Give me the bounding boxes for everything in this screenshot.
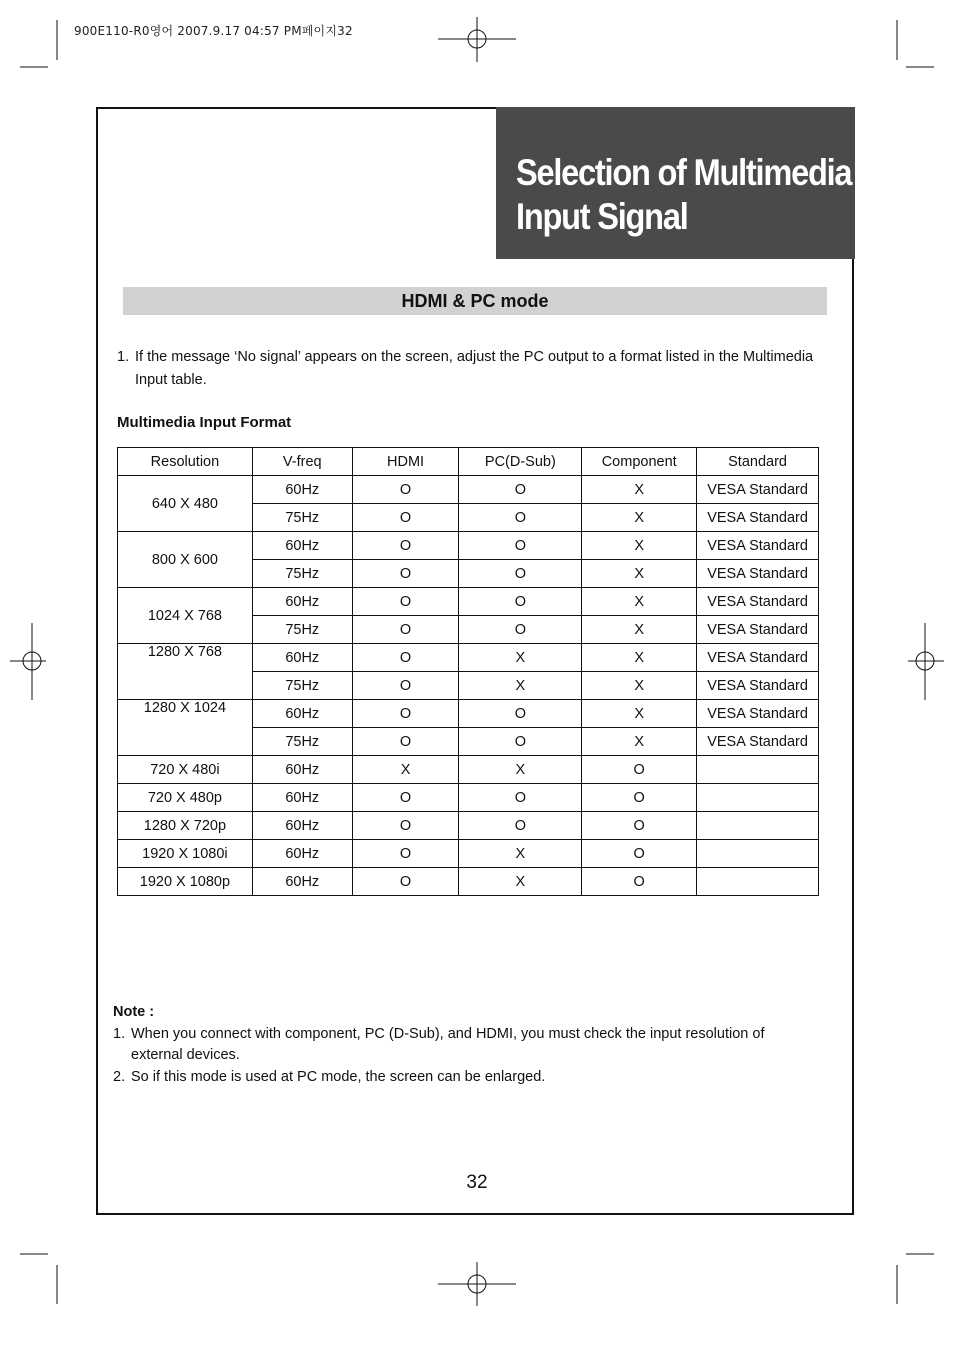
cell-hdmi: O bbox=[352, 840, 459, 868]
cell-vfreq: 60Hz bbox=[252, 532, 352, 560]
table-row bbox=[118, 476, 819, 504]
cell-hdmi: O bbox=[352, 728, 459, 756]
cell-pc-dsub: O bbox=[459, 784, 582, 812]
print-slug: 900E110-R0영어 2007.9.17 04:57 PM페이지32 bbox=[74, 24, 353, 38]
cell-resolution: 1920 X 1080p bbox=[118, 868, 253, 896]
cell-resolution: 1280 X 720p bbox=[118, 812, 253, 840]
cell-pc-dsub: X bbox=[459, 840, 582, 868]
cell-resolution: 1024 X 768 bbox=[118, 588, 253, 644]
cell-pc-dsub: O bbox=[459, 700, 582, 728]
cell-standard: VESA Standard bbox=[697, 504, 819, 532]
cell-standard bbox=[697, 868, 819, 896]
table-header-row bbox=[118, 448, 819, 476]
cell-vfreq: 60Hz bbox=[252, 840, 352, 868]
cell-hdmi: O bbox=[352, 532, 459, 560]
cell-pc-dsub: O bbox=[459, 532, 582, 560]
cell-component: X bbox=[582, 700, 697, 728]
cell-standard bbox=[697, 840, 819, 868]
cell-component: X bbox=[582, 588, 697, 616]
table-row bbox=[118, 812, 819, 840]
cell-resolution: 800 X 600 bbox=[118, 532, 253, 588]
header-vfreq: V-freq bbox=[252, 448, 352, 476]
table-row bbox=[118, 868, 819, 896]
table-body bbox=[118, 476, 819, 896]
cell-pc-dsub: O bbox=[459, 616, 582, 644]
cell-standard: VESA Standard bbox=[697, 476, 819, 504]
note-item-number: 1. bbox=[113, 1025, 126, 1042]
header-component: Component bbox=[582, 448, 697, 476]
intro-number: 1. bbox=[117, 349, 130, 365]
cell-hdmi: O bbox=[352, 868, 459, 896]
registration-mark-bottom bbox=[438, 1262, 516, 1306]
cell-standard bbox=[697, 812, 819, 840]
cell-vfreq: 60Hz bbox=[252, 756, 352, 784]
note-item-text: When you connect with component, PC (D-Sub), and HDMI, you must check the input resolution of external devices. bbox=[131, 1025, 765, 1063]
table-row bbox=[118, 784, 819, 812]
cell-hdmi: O bbox=[352, 644, 459, 672]
cell-pc-dsub: O bbox=[459, 476, 582, 504]
intro-text: If the message ‘No signal’ appears on the screen, adjust the PC output to a format listed in the Multimedia Input table. bbox=[135, 349, 814, 388]
cell-pc-dsub: X bbox=[459, 756, 582, 784]
registration-mark-right bbox=[908, 623, 944, 700]
table-row bbox=[118, 700, 819, 728]
cell-vfreq: 60Hz bbox=[252, 868, 352, 896]
cell-pc-dsub: X bbox=[459, 644, 582, 672]
cell-component: X bbox=[582, 616, 697, 644]
cell-vfreq: 60Hz bbox=[252, 784, 352, 812]
cell-standard: VESA Standard bbox=[697, 700, 819, 728]
cell-vfreq: 75Hz bbox=[252, 672, 352, 700]
intro-paragraph bbox=[117, 346, 832, 392]
cell-standard: VESA Standard bbox=[697, 728, 819, 756]
cell-hdmi: O bbox=[352, 560, 459, 588]
table-row bbox=[118, 840, 819, 868]
cell-hdmi: O bbox=[352, 616, 459, 644]
cell-resolution: 1280 X 1024 bbox=[118, 700, 253, 756]
cell-pc-dsub: O bbox=[459, 728, 582, 756]
cell-component: X bbox=[582, 532, 697, 560]
note-heading: Note : bbox=[113, 1004, 155, 1020]
cell-component: X bbox=[582, 504, 697, 532]
cell-pc-dsub: X bbox=[459, 868, 582, 896]
cell-standard: VESA Standard bbox=[697, 560, 819, 588]
header-pc-dsub: PC(D-Sub) bbox=[459, 448, 582, 476]
cell-component: X bbox=[582, 672, 697, 700]
cell-vfreq: 75Hz bbox=[252, 728, 352, 756]
cell-hdmi: O bbox=[352, 700, 459, 728]
note-item-text: So if this mode is used at PC mode, the screen can be enlarged. bbox=[131, 1068, 546, 1085]
cell-resolution: 720 X 480p bbox=[118, 784, 253, 812]
cell-vfreq: 75Hz bbox=[252, 504, 352, 532]
table-row bbox=[118, 756, 819, 784]
cell-standard bbox=[697, 784, 819, 812]
note-block bbox=[113, 1002, 813, 1088]
table-row bbox=[118, 532, 819, 560]
cell-pc-dsub: O bbox=[459, 504, 582, 532]
cell-resolution: 1280 X 768 bbox=[118, 644, 253, 700]
header-resolution: Resolution bbox=[118, 448, 253, 476]
table-row bbox=[118, 644, 819, 672]
multimedia-input-table bbox=[117, 447, 819, 896]
cell-vfreq: 60Hz bbox=[252, 644, 352, 672]
cell-component: O bbox=[582, 784, 697, 812]
cell-hdmi: O bbox=[352, 476, 459, 504]
cell-standard: VESA Standard bbox=[697, 588, 819, 616]
note-item bbox=[113, 1024, 813, 1067]
cell-component: X bbox=[582, 728, 697, 756]
note-item-number: 2. bbox=[113, 1068, 126, 1085]
note-item bbox=[113, 1067, 813, 1089]
cell-standard: VESA Standard bbox=[697, 644, 819, 672]
header-hdmi: HDMI bbox=[352, 448, 459, 476]
registration-mark-left bbox=[10, 623, 46, 700]
cell-vfreq: 60Hz bbox=[252, 588, 352, 616]
cell-pc-dsub: X bbox=[459, 672, 582, 700]
cell-vfreq: 60Hz bbox=[252, 700, 352, 728]
page-title-line-1: Selection of Multimedia bbox=[516, 152, 852, 193]
section-heading: HDMI & PC mode bbox=[123, 287, 827, 315]
cell-component: X bbox=[582, 476, 697, 504]
page-title-block bbox=[496, 107, 855, 259]
cell-hdmi: O bbox=[352, 588, 459, 616]
cell-hdmi: O bbox=[352, 784, 459, 812]
cell-hdmi: O bbox=[352, 812, 459, 840]
cell-hdmi: X bbox=[352, 756, 459, 784]
cell-standard: VESA Standard bbox=[697, 672, 819, 700]
cell-component: X bbox=[582, 644, 697, 672]
table-row bbox=[118, 588, 819, 616]
cell-component: O bbox=[582, 812, 697, 840]
cell-component: O bbox=[582, 756, 697, 784]
page-title-line-2: Input Signal bbox=[516, 196, 688, 237]
cell-component: O bbox=[582, 840, 697, 868]
cell-vfreq: 60Hz bbox=[252, 476, 352, 504]
registration-mark-top bbox=[438, 17, 516, 62]
page-number: 32 bbox=[466, 1172, 488, 1193]
cell-hdmi: O bbox=[352, 504, 459, 532]
cell-vfreq: 75Hz bbox=[252, 560, 352, 588]
cell-vfreq: 75Hz bbox=[252, 616, 352, 644]
cell-standard: VESA Standard bbox=[697, 616, 819, 644]
header-standard: Standard bbox=[697, 448, 819, 476]
cell-standard bbox=[697, 756, 819, 784]
cell-hdmi: O bbox=[352, 672, 459, 700]
cell-component: O bbox=[582, 868, 697, 896]
cell-vfreq: 60Hz bbox=[252, 812, 352, 840]
cell-pc-dsub: O bbox=[459, 560, 582, 588]
cell-pc-dsub: O bbox=[459, 588, 582, 616]
format-heading: Multimedia Input Format bbox=[117, 414, 292, 431]
cell-resolution: 1920 X 1080i bbox=[118, 840, 253, 868]
cell-resolution: 720 X 480i bbox=[118, 756, 253, 784]
cell-resolution: 640 X 480 bbox=[118, 476, 253, 532]
cell-component: X bbox=[582, 560, 697, 588]
cell-pc-dsub: O bbox=[459, 812, 582, 840]
cell-standard: VESA Standard bbox=[697, 532, 819, 560]
